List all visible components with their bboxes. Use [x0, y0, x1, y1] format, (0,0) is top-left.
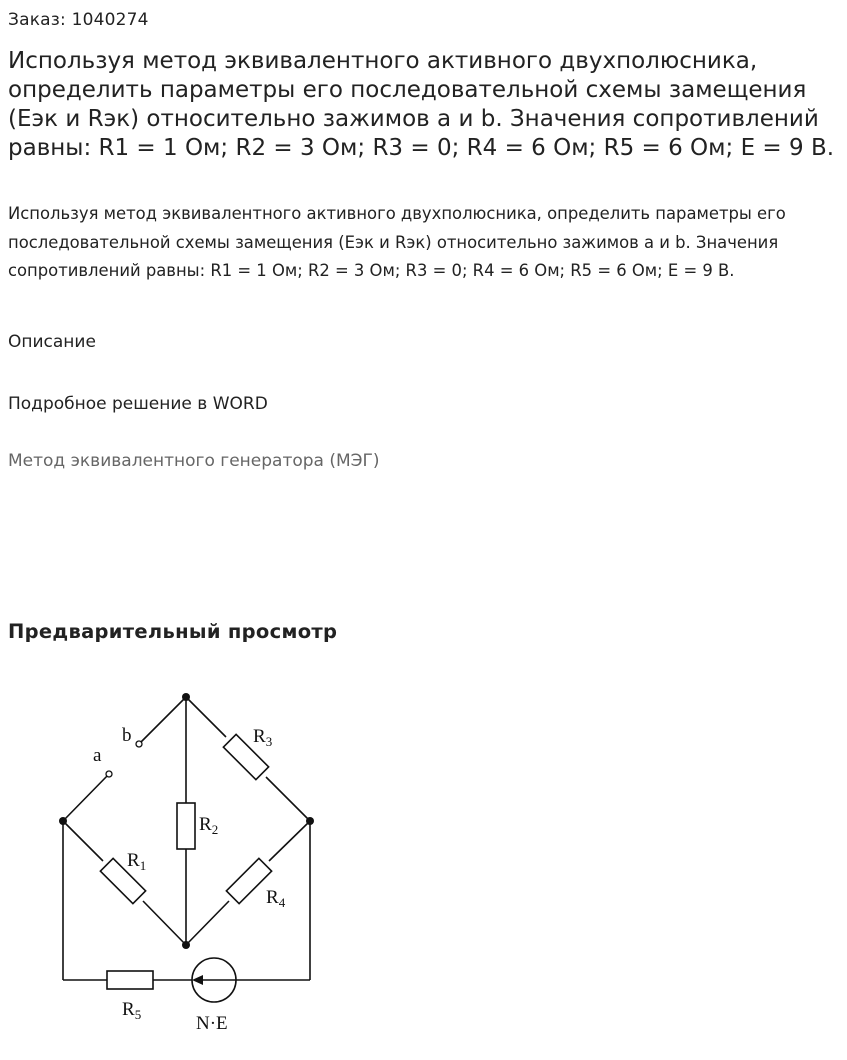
- preview-heading: Предварительный просмотр: [8, 620, 338, 643]
- label-r2: $R_2$: [199, 814, 219, 837]
- wire-bottom-r4: [186, 901, 229, 945]
- label-r3: $R_3$: [253, 726, 273, 749]
- wire-top-r3: [186, 697, 226, 737]
- node-right: [306, 817, 314, 825]
- order-number: Заказ: 1040274: [8, 10, 149, 30]
- task-description: Используя метод эквивалентного активного двухполюсника, определить параметры его последовательной схемы замещения (Еэк и Rэк) относительно зажимов a и b. Значения сопротивлений равны: R1 = 1 Ом; R2 = 3 Ом; R3 = 0; R4 = 6 Ом; R5 = 6 Ом; E = 9 В.: [8, 204, 786, 280]
- page-title: Используя метод эквивалентного активного двухполюсника, определить параметры его последовательной схемы замещения (Еэк и Rэк) относительно зажимов a и b. Значения сопротивлений равны: R1 = 1 Ом; R2 = 3 Ом; R3 = 0; R4 = 6 Ом; R5 = 6 Ом; E = 9 В.: [8, 48, 835, 161]
- wire-left-a: [63, 774, 109, 821]
- label-r1: $R_1$: [127, 850, 147, 873]
- description-label: Описание: [8, 332, 96, 352]
- node-top: [182, 693, 190, 701]
- terminal-a: [106, 771, 112, 777]
- wire-top-b: [139, 697, 186, 744]
- resistor-r4: [226, 858, 271, 903]
- resistor-r2: [177, 803, 195, 849]
- label-source: N·E: [196, 1013, 228, 1034]
- wire-r1-bottom: [143, 901, 186, 945]
- word-solution-note: Подробное решение в WORD: [8, 394, 268, 414]
- resistor-r5: [107, 971, 153, 989]
- label-a: a: [93, 745, 102, 766]
- wire-r3-right: [266, 777, 310, 821]
- terminal-b: [136, 741, 142, 747]
- method-link[interactable]: Метод эквивалентного генератора (МЭГ): [8, 451, 380, 471]
- circuit-diagram: [0, 660, 360, 1040]
- label-r4: $R_4$: [266, 887, 286, 910]
- wire-r4-right: [269, 821, 310, 861]
- wire-left-r1: [63, 821, 103, 861]
- node-bottom: [182, 941, 190, 949]
- label-b: b: [122, 725, 132, 746]
- label-r5: $R_5$: [122, 999, 142, 1022]
- node-left: [59, 817, 67, 825]
